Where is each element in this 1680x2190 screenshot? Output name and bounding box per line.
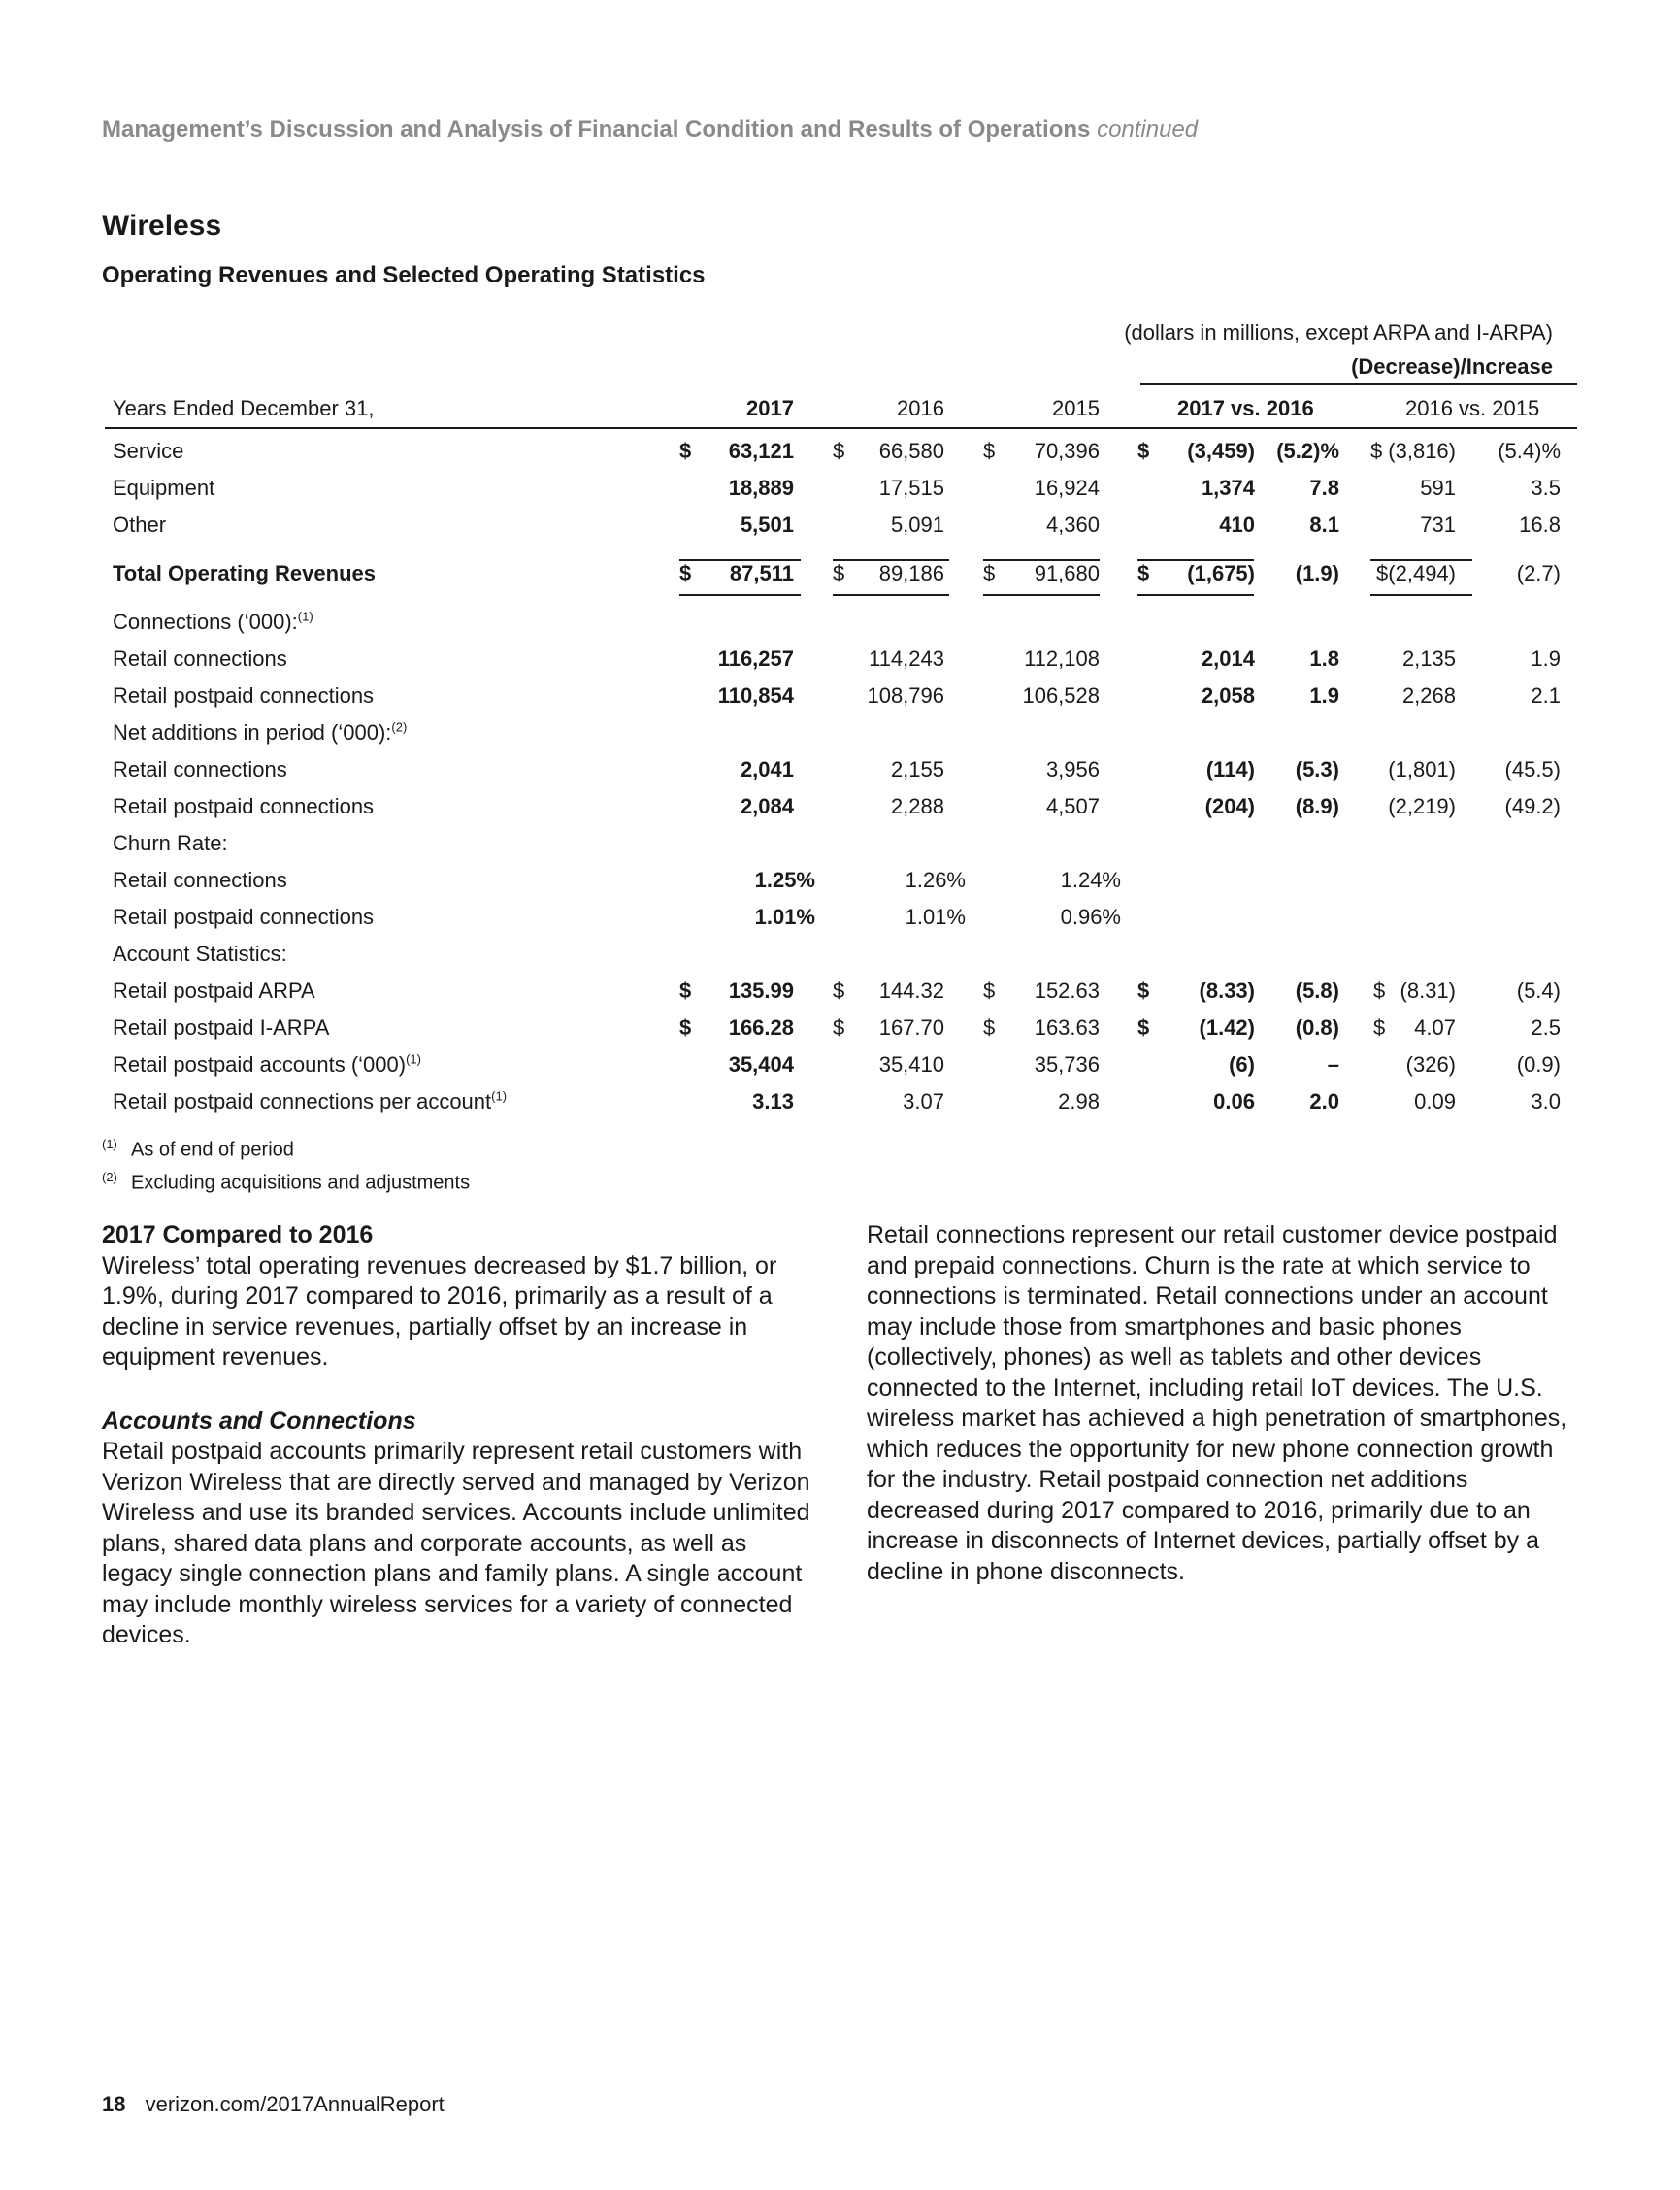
- footnote-marker: (2): [391, 719, 408, 735]
- subsection-title: Operating Revenues and Selected Operating Statistics: [102, 262, 706, 288]
- cell-v16: 3.07: [903, 1089, 944, 1113]
- cell-p1: (5.8): [1295, 979, 1339, 1003]
- footnote-marker: (1): [406, 1051, 421, 1067]
- cell-dc2: $: [1373, 1015, 1386, 1040]
- table-row: [105, 757, 1577, 790]
- cell-c2: 731: [1420, 513, 1456, 537]
- row-label: Retail postpaid accounts (‘000)$^{(1)}$: [113, 1051, 421, 1077]
- heading-2017-compared: 2017 Compared to 2016: [102, 1221, 374, 1248]
- cell-p1: (5.2)%: [1276, 439, 1339, 463]
- right-text-column: [867, 1220, 1585, 1587]
- cell-d17: $: [679, 439, 692, 463]
- cell-p1: (1.9): [1295, 561, 1339, 585]
- cell-p2: (45.5): [1504, 757, 1561, 781]
- cell-v17: 166.28: [728, 1015, 794, 1040]
- table-row: [105, 794, 1577, 827]
- cell-c1: (6): [1229, 1052, 1255, 1077]
- col-header-label: Years Ended December 31,: [113, 396, 375, 420]
- cell-v15: 4,360: [1045, 513, 1100, 537]
- cell-v17: 63,121: [728, 439, 794, 463]
- paragraph: Retail connections represent our retail customer device postpaid and prepaid connections. Churn is the rate at which service to connections is terminated. Retail connections under an account may include those from smartphones and basic phones (collectively, phones) as well as tablets and other devices connected to the Internet, including retail IoT devices. The U.S. wireless market has achieved a high penetration of smartphones, which reduces the opportunity for new phone connection growth for the industry. Retail postpaid connection net additions decreased during 2017 compared to 2016, primarily due to an increase in disconnects of Internet devices, partially offset by a decline in phone disconnects.: [867, 1221, 1567, 1585]
- table-row: [105, 683, 1577, 716]
- decrease-increase-header: (Decrease)/Increase: [1140, 354, 1577, 385]
- table-rule: [983, 559, 1100, 561]
- table-row: [105, 1089, 1577, 1122]
- table-rule: [983, 594, 1100, 596]
- cell-v15: 91,680: [1034, 561, 1100, 585]
- cell-p1: 7.8: [1309, 476, 1339, 500]
- cell-v17: 116,257: [717, 647, 794, 671]
- cell-v16: 2,155: [890, 757, 944, 781]
- row-label: Retail postpaid connections: [113, 683, 375, 708]
- cell-v15: 2.98: [1058, 1089, 1100, 1113]
- cell-d15: $: [983, 1015, 996, 1040]
- table-rule: [1137, 594, 1254, 596]
- row-label: Service: [113, 439, 184, 463]
- footnote: (2) Excluding acquisitions and adjustments: [102, 1169, 471, 1194]
- cell-d15: $: [983, 561, 996, 585]
- cell-p1: 2.0: [1309, 1089, 1339, 1113]
- cell-p2: 2.5: [1531, 1015, 1561, 1040]
- cell-p1: –: [1327, 1052, 1339, 1077]
- cell-v16: 167.70: [878, 1015, 944, 1040]
- left-text-column: [102, 1220, 815, 1651]
- cell-pct17: 1.01%: [754, 905, 815, 929]
- row-label: Account Statistics:: [113, 942, 287, 966]
- cell-c1: (3,459): [1187, 439, 1255, 463]
- cell-p2: (5.4): [1516, 979, 1561, 1003]
- page-header: [102, 116, 1198, 144]
- table-row: [105, 720, 1577, 753]
- cell-p1: 1.9: [1309, 683, 1339, 708]
- page-number: 18: [102, 2092, 126, 2116]
- cell-v15: 35,736: [1034, 1052, 1100, 1077]
- cell-v15: 152.63: [1034, 979, 1100, 1003]
- table-rule: [833, 594, 949, 596]
- cell-v17: 35,404: [728, 1052, 794, 1077]
- paragraph: Retail postpaid accounts primarily represent retail customers with Verizon Wireless that are directly served and managed by Verizon Wireless and use its branded services. Accounts include unlimited plans, shared data plans and corporate accounts, as well as legacy single connection plans and family plans. A single account may include monthly wireless services for a variety of connected devices.: [102, 1438, 810, 1648]
- cell-d17: $: [679, 979, 692, 1003]
- footnote-marker: (1): [491, 1088, 508, 1104]
- page-footer: [102, 2092, 445, 2117]
- cell-v16: 144.32: [878, 979, 944, 1003]
- cell-d15: $: [983, 439, 996, 463]
- table-row: [105, 831, 1577, 864]
- table-rule: [679, 594, 801, 596]
- cell-pct15: 1.24%: [1060, 868, 1121, 892]
- table-column-headers: [105, 396, 1577, 429]
- header-title: Management’s Discussion and Analysis of Financial Condition and Results of Operations: [102, 116, 1091, 143]
- cell-c2: 591: [1420, 476, 1456, 500]
- row-label: Retail postpaid I-ARPA: [113, 1015, 330, 1040]
- cell-p2: 16.8: [1519, 513, 1561, 537]
- cell-v17: 135.99: [728, 979, 794, 1003]
- cell-p1: (5.3): [1295, 757, 1339, 781]
- paragraph: Wireless’ total operating revenues decreased by $1.7 billion, or 1.9%, during 2017 compared to 2016, primarily as a result of a decline in service revenues, partially offset by an increase in equipment revenues.: [102, 1251, 777, 1371]
- col-header-2015: 2015: [1052, 396, 1100, 420]
- cell-pct15: 0.96%: [1060, 905, 1121, 929]
- table-row: [105, 476, 1577, 509]
- cell-v15: 4,507: [1045, 794, 1100, 818]
- cell-c1: (114): [1205, 757, 1255, 781]
- cell-c2: $ (3,816): [1369, 439, 1456, 463]
- cell-v15: 112,108: [1024, 647, 1100, 671]
- row-label: Retail connections: [113, 868, 287, 892]
- cell-c1: (8.33): [1199, 979, 1255, 1003]
- footer-link[interactable]: verizon.com/2017AnnualReport: [145, 2092, 445, 2116]
- cell-d16: $: [833, 979, 845, 1003]
- cell-p2: (5.4)%: [1498, 439, 1561, 463]
- table-row: [105, 942, 1577, 975]
- cell-v17: 110,854: [717, 683, 794, 708]
- cell-d16: $: [833, 1015, 845, 1040]
- cell-p1: (0.8): [1295, 1015, 1339, 1040]
- row-label: Equipment: [113, 476, 215, 500]
- heading-accounts-connections: Accounts and Connections: [102, 1407, 416, 1435]
- table-rule: [1370, 559, 1472, 561]
- cell-c2: (8.31): [1400, 979, 1456, 1003]
- cell-d16: $: [833, 561, 845, 585]
- row-label: Retail postpaid connections per account$^{(1)}$: [113, 1088, 508, 1113]
- cell-v16: 5,091: [890, 513, 944, 537]
- cell-c2: (326): [1405, 1052, 1456, 1077]
- cell-c2: (2,219): [1388, 794, 1456, 818]
- cell-c1: 2,058: [1201, 683, 1255, 708]
- col-header-2016: 2016: [897, 396, 944, 420]
- cell-p1: (8.9): [1295, 794, 1339, 818]
- row-label: Retail connections: [113, 757, 287, 781]
- table-rule: [679, 559, 801, 561]
- cell-p2: 3.5: [1531, 476, 1561, 500]
- col-header-2016-vs-2015: 2016 vs. 2015: [1405, 396, 1540, 420]
- col-header-2017: 2017: [746, 396, 794, 420]
- table-row: [105, 439, 1577, 472]
- cell-p2: 2.1: [1531, 683, 1561, 708]
- cell-d17: $: [679, 1015, 692, 1040]
- col-header-2017-vs-2016: 2017 vs. 2016: [1177, 396, 1314, 420]
- cell-v17: 2,084: [740, 794, 794, 818]
- cell-c1: (1.42): [1199, 1015, 1255, 1040]
- cell-c1: 410: [1219, 513, 1255, 537]
- cell-v16: 108,796: [867, 683, 944, 708]
- table-row: [105, 561, 1577, 594]
- cell-p1: 1.8: [1309, 647, 1339, 671]
- cell-c1: 1,374: [1201, 476, 1255, 500]
- row-label: Churn Rate:: [113, 831, 228, 855]
- row-label: Other: [113, 513, 167, 537]
- cell-v17: 18,889: [728, 476, 794, 500]
- cell-pct16: 1.01%: [905, 905, 966, 929]
- table-row: [105, 1015, 1577, 1048]
- cell-dc1: $: [1137, 979, 1150, 1003]
- row-label: Net additions in period (‘000):$^{(2)}$: [113, 719, 408, 745]
- footnote: (1) As of end of period: [102, 1137, 294, 1161]
- cell-v16: 17,515: [878, 476, 944, 500]
- header-continued: continued: [1097, 116, 1199, 143]
- table-row: [105, 513, 1577, 546]
- cell-c1: (204): [1204, 794, 1255, 818]
- row-label: Total Operating Revenues: [113, 561, 376, 585]
- cell-c2: (1,801): [1388, 757, 1456, 781]
- table-rule: [1370, 594, 1472, 596]
- cell-d17: $: [679, 561, 692, 585]
- cell-v17: 5,501: [740, 513, 794, 537]
- cell-p2: (0.9): [1516, 1052, 1561, 1077]
- table-row: [105, 905, 1577, 938]
- table-row: [105, 979, 1577, 1012]
- cell-v17: 2,041: [740, 757, 794, 781]
- section-title: Wireless: [102, 210, 222, 242]
- cell-v17: 3.13: [752, 1089, 794, 1113]
- cell-c2: 2,135: [1401, 647, 1456, 671]
- cell-p2: 1.9: [1531, 647, 1561, 671]
- cell-dc1: $: [1137, 1015, 1150, 1040]
- row-label: Retail postpaid ARPA: [113, 979, 315, 1003]
- cell-dc1: $: [1137, 439, 1150, 463]
- table-row: [105, 1052, 1577, 1085]
- row-label: Retail postpaid connections: [113, 794, 375, 818]
- cell-dc2: $: [1373, 979, 1386, 1003]
- table-row: [105, 868, 1577, 901]
- cell-c2: 2,268: [1401, 683, 1456, 708]
- table-row: [105, 610, 1577, 643]
- cell-p1: 8.1: [1309, 513, 1339, 537]
- cell-p2: (2.7): [1516, 561, 1561, 585]
- cell-dc1: $: [1137, 561, 1150, 585]
- cell-c1: (1,675): [1187, 561, 1255, 585]
- cell-c2: 0.09: [1414, 1089, 1456, 1113]
- cell-v17: 87,511: [729, 561, 794, 585]
- cell-v16: 89,186: [878, 561, 944, 585]
- cell-c1: 0.06: [1213, 1089, 1255, 1113]
- cell-c1: 2,014: [1201, 647, 1255, 671]
- cell-v15: 3,956: [1045, 757, 1100, 781]
- cell-d15: $: [983, 979, 996, 1003]
- cell-p2: 3.0: [1531, 1089, 1561, 1113]
- cell-v15: 106,528: [1022, 683, 1100, 708]
- cell-v15: 163.63: [1034, 1015, 1100, 1040]
- cell-v16: 2,288: [890, 794, 944, 818]
- cell-d16: $: [833, 439, 845, 463]
- row-label: Retail connections: [113, 647, 287, 671]
- cell-v16: 35,410: [878, 1052, 944, 1077]
- cell-v16: 114,243: [869, 647, 944, 671]
- cell-v16: 66,580: [878, 439, 944, 463]
- table-row: [105, 647, 1577, 680]
- units-note: (dollars in millions, except ARPA and I-ARPA): [1124, 320, 1553, 345]
- cell-p2: (49.2): [1504, 794, 1561, 818]
- cell-v15: 16,924: [1034, 476, 1100, 500]
- table-rule: [1137, 559, 1254, 561]
- cell-v15: 70,396: [1034, 439, 1100, 463]
- row-label: Retail postpaid connections: [113, 905, 375, 929]
- cell-pct16: 1.26%: [905, 868, 966, 892]
- footnote-marker: (1): [297, 609, 313, 624]
- cell-pct17: 1.25%: [754, 868, 815, 892]
- table-rule: [833, 559, 949, 561]
- cell-c2: 4.07: [1414, 1015, 1456, 1040]
- cell-c2: $(2,494): [1376, 561, 1456, 585]
- row-label: Connections (‘000):$^{(1)}$: [113, 609, 313, 634]
- footnotes: [102, 1131, 470, 1196]
